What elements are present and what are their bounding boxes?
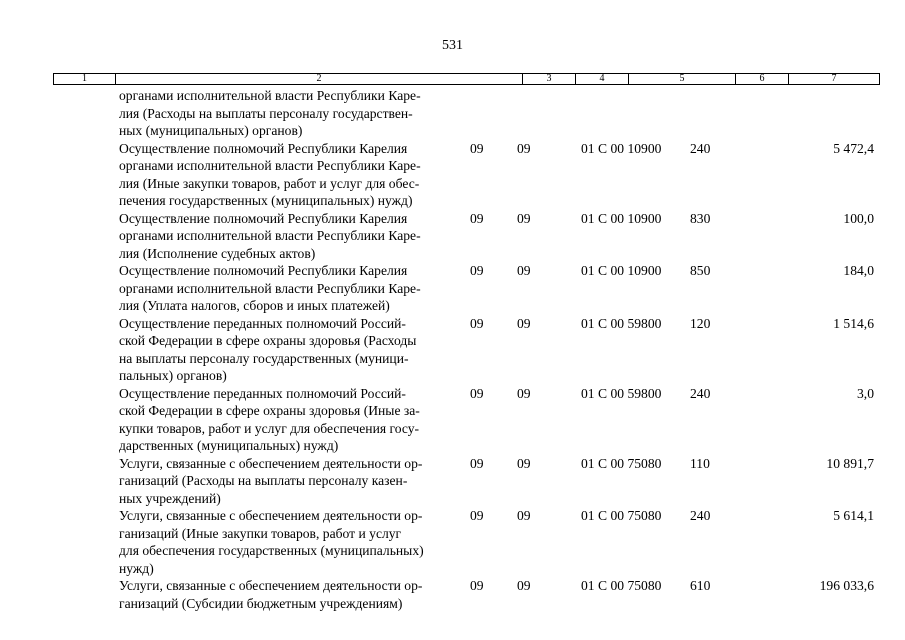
target-article-code: 01 С 00 75080 <box>581 508 662 523</box>
subsection-code: 09 <box>517 263 531 278</box>
description-line: лия (Иные закупки товаров, работ и услуг для обес- <box>119 175 420 191</box>
row-description <box>119 210 464 263</box>
section-code: 09 <box>470 508 484 523</box>
description-line: Осуществление полномочий Республики Карелия <box>119 140 408 156</box>
description-line: ных учреждений) <box>119 490 221 506</box>
expense-type-code: 610 <box>690 578 711 593</box>
section-code: 09 <box>470 315 484 331</box>
header-cell-4: 4 <box>576 74 629 84</box>
section-code: 09 <box>470 578 484 593</box>
description-line: лия (Уплата налогов, сборов и иных платежей) <box>119 298 390 313</box>
description-line: лия (Исполнение судебных актов) <box>119 245 316 261</box>
subsection-code: 09 <box>517 578 531 593</box>
row-description <box>119 385 464 455</box>
target-article-code: 01 С 00 10900 <box>581 210 662 226</box>
description-line: печения государственных (муниципальных) нужд) <box>119 193 413 208</box>
amount-value: 5 614,1 <box>833 508 874 523</box>
section-code: 09 <box>470 210 484 226</box>
amount-value: 100,0 <box>843 210 874 226</box>
table-row <box>0 140 905 210</box>
amount-value: 184,0 <box>843 263 874 278</box>
table-row <box>0 87 905 140</box>
table-row <box>0 262 905 315</box>
description-line: нужд) <box>119 560 154 576</box>
description-line: органами исполнительной власти Республики Каре- <box>119 280 421 296</box>
section-code: 09 <box>470 455 484 471</box>
description-line: ганизаций (Расходы на выплаты персоналу казен- <box>119 473 408 488</box>
row-description <box>119 455 464 508</box>
table-row <box>0 507 905 577</box>
expense-type-code: 110 <box>690 455 710 471</box>
amount-value: 10 891,7 <box>826 455 874 471</box>
subsection-code: 09 <box>517 508 531 523</box>
description-line: Осуществление полномочий Республики Карелия <box>119 263 408 278</box>
description-line: органами исполнительной власти Республики Каре- <box>119 88 421 103</box>
description-line: на выплаты персоналу государственных (муници- <box>119 350 409 366</box>
row-description <box>119 315 464 385</box>
target-article-code: 01 С 00 10900 <box>581 140 662 156</box>
description-line: ской Федерации в сфере охраны здоровья (Иные за- <box>119 403 420 418</box>
description-line: ской Федерации в сфере охраны здоровья (Расходы <box>119 333 417 348</box>
header-cell-2: 2 <box>116 74 523 84</box>
expense-type-code: 240 <box>690 140 711 156</box>
header-cell-3: 3 <box>523 74 576 84</box>
row-description <box>119 140 464 210</box>
amount-value: 5 472,4 <box>833 140 874 156</box>
section-code: 09 <box>470 385 484 401</box>
row-description <box>119 507 464 577</box>
description-line: дарственных (муниципальных) нужд) <box>119 438 339 453</box>
table-row <box>0 210 905 263</box>
expense-type-code: 850 <box>690 263 711 278</box>
description-line: органами исполнительной власти Республики Каре- <box>119 158 421 173</box>
description-line: ганизаций (Иные закупки товаров, работ и услуг <box>119 525 402 541</box>
header-cell-6: 6 <box>736 74 789 84</box>
table-row <box>0 385 905 455</box>
expense-type-code: 120 <box>690 315 711 331</box>
target-article-code: 01 С 00 59800 <box>581 385 662 401</box>
description-line: ганизаций (Субсидии бюджетным учреждениям) <box>119 595 403 611</box>
table-row <box>0 455 905 508</box>
description-line: пальных) органов) <box>119 368 227 383</box>
amount-value: 3,0 <box>857 385 874 401</box>
description-line: для обеспечения государственных (муниципальных) <box>119 543 424 558</box>
description-line: органами исполнительной власти Республики Каре- <box>119 228 421 243</box>
target-article-code: 01 С 00 59800 <box>581 315 662 331</box>
table-header-row <box>53 73 880 85</box>
header-cell-1: 1 <box>54 74 116 84</box>
description-line: Услуги, связанные с обеспечением деятельности ор- <box>119 508 423 523</box>
target-article-code: 01 С 00 75080 <box>581 455 662 471</box>
page-number: 531 <box>442 38 463 53</box>
description-line: лия (Расходы на выплаты персоналу государствен- <box>119 105 413 121</box>
description-line: купки товаров, работ и услуг для обеспечения госу- <box>119 420 420 436</box>
target-article-code: 01 С 00 75080 <box>581 578 662 593</box>
description-line: ных (муниципальных) органов) <box>119 123 303 138</box>
expense-type-code: 830 <box>690 210 711 226</box>
header-cell-5: 5 <box>629 74 736 84</box>
subsection-code: 09 <box>517 210 531 226</box>
description-line: Осуществление переданных полномочий Россий- <box>119 385 406 401</box>
row-description <box>119 577 464 612</box>
budget-table-body <box>0 87 905 612</box>
description-line: Осуществление полномочий Республики Карелия <box>119 210 408 226</box>
section-code: 09 <box>470 140 484 156</box>
subsection-code: 09 <box>517 385 531 401</box>
section-code: 09 <box>470 263 484 278</box>
row-description <box>119 262 464 315</box>
expense-type-code: 240 <box>690 385 711 401</box>
description-line: Осуществление переданных полномочий Россий- <box>119 315 406 331</box>
subsection-code: 09 <box>517 455 531 471</box>
description-line: Услуги, связанные с обеспечением деятельности ор- <box>119 455 423 471</box>
amount-value: 196 033,6 <box>819 578 874 593</box>
subsection-code: 09 <box>517 315 531 331</box>
subsection-code: 09 <box>517 140 531 156</box>
table-row <box>0 315 905 385</box>
row-description <box>119 87 464 140</box>
description-line: Услуги, связанные с обеспечением деятельности ор- <box>119 578 423 593</box>
table-row <box>0 577 905 612</box>
expense-type-code: 240 <box>690 508 711 523</box>
header-cell-7: 7 <box>831 73 837 84</box>
amount-value: 1 514,6 <box>833 315 874 331</box>
target-article-code: 01 С 00 10900 <box>581 263 662 278</box>
